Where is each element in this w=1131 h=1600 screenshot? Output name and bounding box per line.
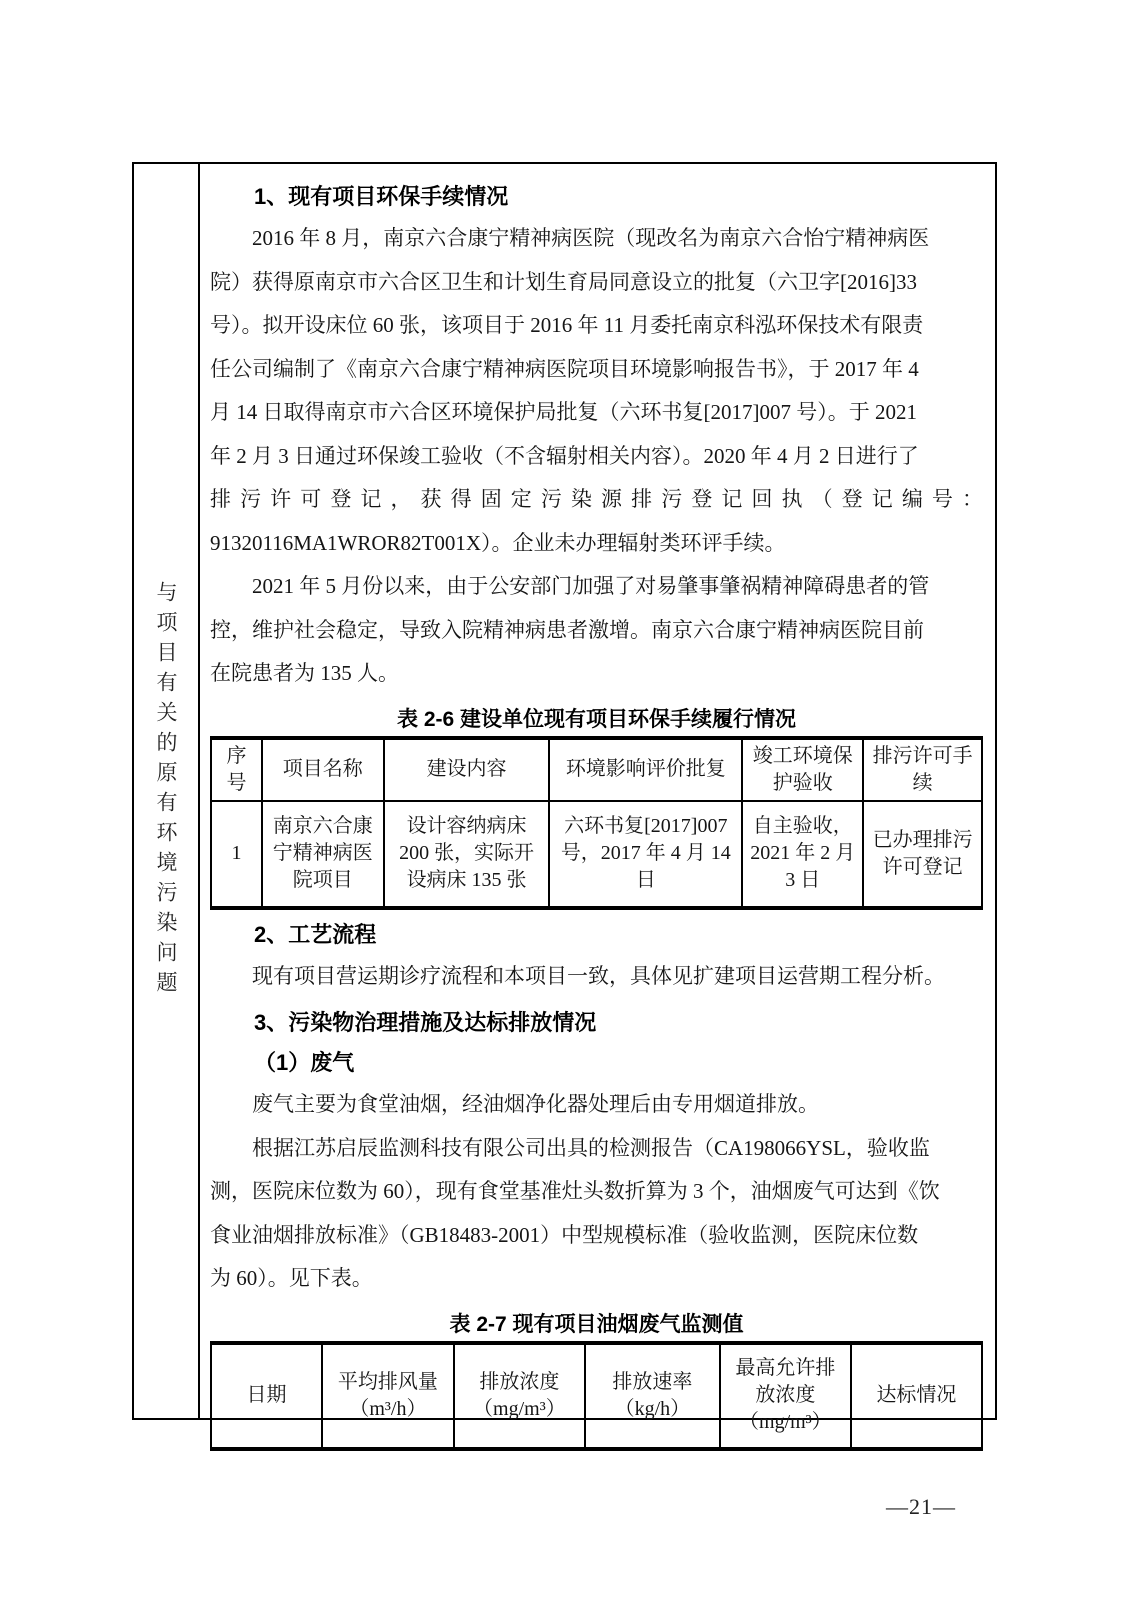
text-line: 现有项目营运期诊疗流程和本项目一致，具体见扩建项目运营期工程分析。 <box>252 963 945 988</box>
text-line: 号）。拟开设床位 60 张，该项目于 2016 年 11 月委托南京科泓环保技术有限责 <box>210 313 924 337</box>
paragraph-1 <box>210 217 983 565</box>
text-line: 2016 年 8 月，南京六合康宁精神病医院（现改名为南京六合怡宁精神病医 <box>252 226 930 250</box>
header-unit: （m³/h） <box>349 1397 427 1420</box>
text-line: 食业油烟排放标准》（GB18483-2001）中型规模标准（验收监测，医院床位数 <box>210 1222 919 1247</box>
header-unit: （kg/h） <box>614 1397 691 1420</box>
table-header-cell <box>211 1343 322 1449</box>
table-2-6-caption: 表 2-6 建设单位现有项目环保手续履行情况 <box>396 707 797 731</box>
header-label: 最高允许排放浓度 <box>735 1357 836 1406</box>
header-unit: （mg/m³） <box>473 1397 566 1420</box>
table-header-cell <box>322 1343 454 1449</box>
text-line: 院）获得原南京市六合区卫生和计划生育局同意设立的批复（六卫字[2016]33 <box>210 269 917 294</box>
header-label: 排放浓度 <box>479 1370 560 1393</box>
main-content <box>200 164 995 1433</box>
table-header-cell <box>851 1343 982 1449</box>
content-frame <box>132 162 997 1433</box>
text-line: 在院患者为 135 人。 <box>210 661 399 685</box>
table-cell: 已办理排污许可登记 <box>863 801 982 908</box>
table-2-7-caption: 表 2-7 现有项目油烟废气监测值 <box>449 1312 744 1336</box>
section-heading-2: 2、工艺流程 <box>254 921 377 947</box>
table-header-cell: 环境影响评价批复 <box>549 738 742 801</box>
table-header-row <box>211 738 982 801</box>
text-line: 91320116MA1WROR82T001X）。企业未办理辐射类环评手续。 <box>210 530 786 555</box>
sidebar-category-cell <box>134 164 200 1418</box>
table-header-cell: 排污许可手续 <box>863 738 982 801</box>
page-number: —21— <box>886 1494 956 1519</box>
table-header-cell <box>585 1343 720 1449</box>
text-line: 年 2 月 3 日通过环保竣工验收（不含辐射相关内容）。2020 年 4 月 2 日进行了 <box>210 443 919 468</box>
table-header-cell: 竣工环境保护验收 <box>742 738 863 801</box>
table-cell: 六环书复[2017]007 号，2017 年 4 月 14 日 <box>549 801 742 908</box>
header-unit: （mg/m³） <box>739 1411 832 1433</box>
header-label: 平均排风量 <box>337 1370 438 1393</box>
paragraph-2 <box>210 565 983 696</box>
table-header-cell: 项目名称 <box>262 738 384 801</box>
header-label: 排放速率 <box>612 1370 693 1393</box>
text-line: 2021 年 5 月份以来，由于公安部门加强了对易肇事肇祸精神障碍患者的管 <box>252 574 930 598</box>
text-line: 月 14 日取得南京市六合区环境保护局批复（六环书复[2017]007 号）。于 2021 <box>210 400 917 424</box>
text-line: 根据江苏启辰监测科技有限公司出具的检测报告（CA198066YSL，验收监 <box>252 1135 930 1160</box>
text-line: 测，医院床位数为 60），现有食堂基准灶头数折算为 3 个，油烟废气可达到《饮 <box>210 1179 940 1203</box>
table-header-row <box>211 1343 982 1449</box>
sidebar-vertical-label: 与项目有关的原有环境污染问题 <box>154 581 178 1001</box>
table-header-cell <box>720 1343 851 1449</box>
table-header-cell: 建设内容 <box>384 738 550 801</box>
table-2-6 <box>210 736 983 910</box>
header-label: 达标情况 <box>876 1384 957 1406</box>
paragraph-3 <box>210 1127 983 1301</box>
section-heading-1: 1、现有项目环保手续情况 <box>254 184 509 209</box>
table-cell: 南京六合康宁精神病医院项目 <box>262 801 384 908</box>
table-row <box>211 801 982 908</box>
table-cell: 1 <box>211 801 262 908</box>
text-line: 任公司编制了《南京六合康宁精神病医院项目环境影响报告书》，于 2017 年 4 <box>210 356 919 381</box>
text-line: 控，维护社会稳定，导致入院精神病患者激增。南京六合康宁精神病医院目前 <box>210 617 924 642</box>
subsection-heading-gas: （1）废气 <box>254 1050 355 1075</box>
table-header-cell: 序号 <box>211 738 262 801</box>
section-heading-3: 3、污染物治理措施及达标排放情况 <box>254 1010 597 1035</box>
table-cell: 自主验收，2021 年 2 月 3 日 <box>742 801 863 908</box>
table-header-cell <box>454 1343 585 1449</box>
table-cell: 设计容纳病床 200 张，实际开设病床 135 张 <box>384 801 550 908</box>
text-line: 废气主要为食堂油烟，经油烟净化器处理后由专用烟道排放。 <box>252 1092 819 1116</box>
text-line: 排污许可登记，获得固定污染源排污登记回执（登记编号： <box>210 487 983 511</box>
header-label: 日期 <box>246 1384 287 1406</box>
text-line: 为 60）。见下表。 <box>210 1266 373 1290</box>
table-2-7 <box>210 1341 983 1451</box>
